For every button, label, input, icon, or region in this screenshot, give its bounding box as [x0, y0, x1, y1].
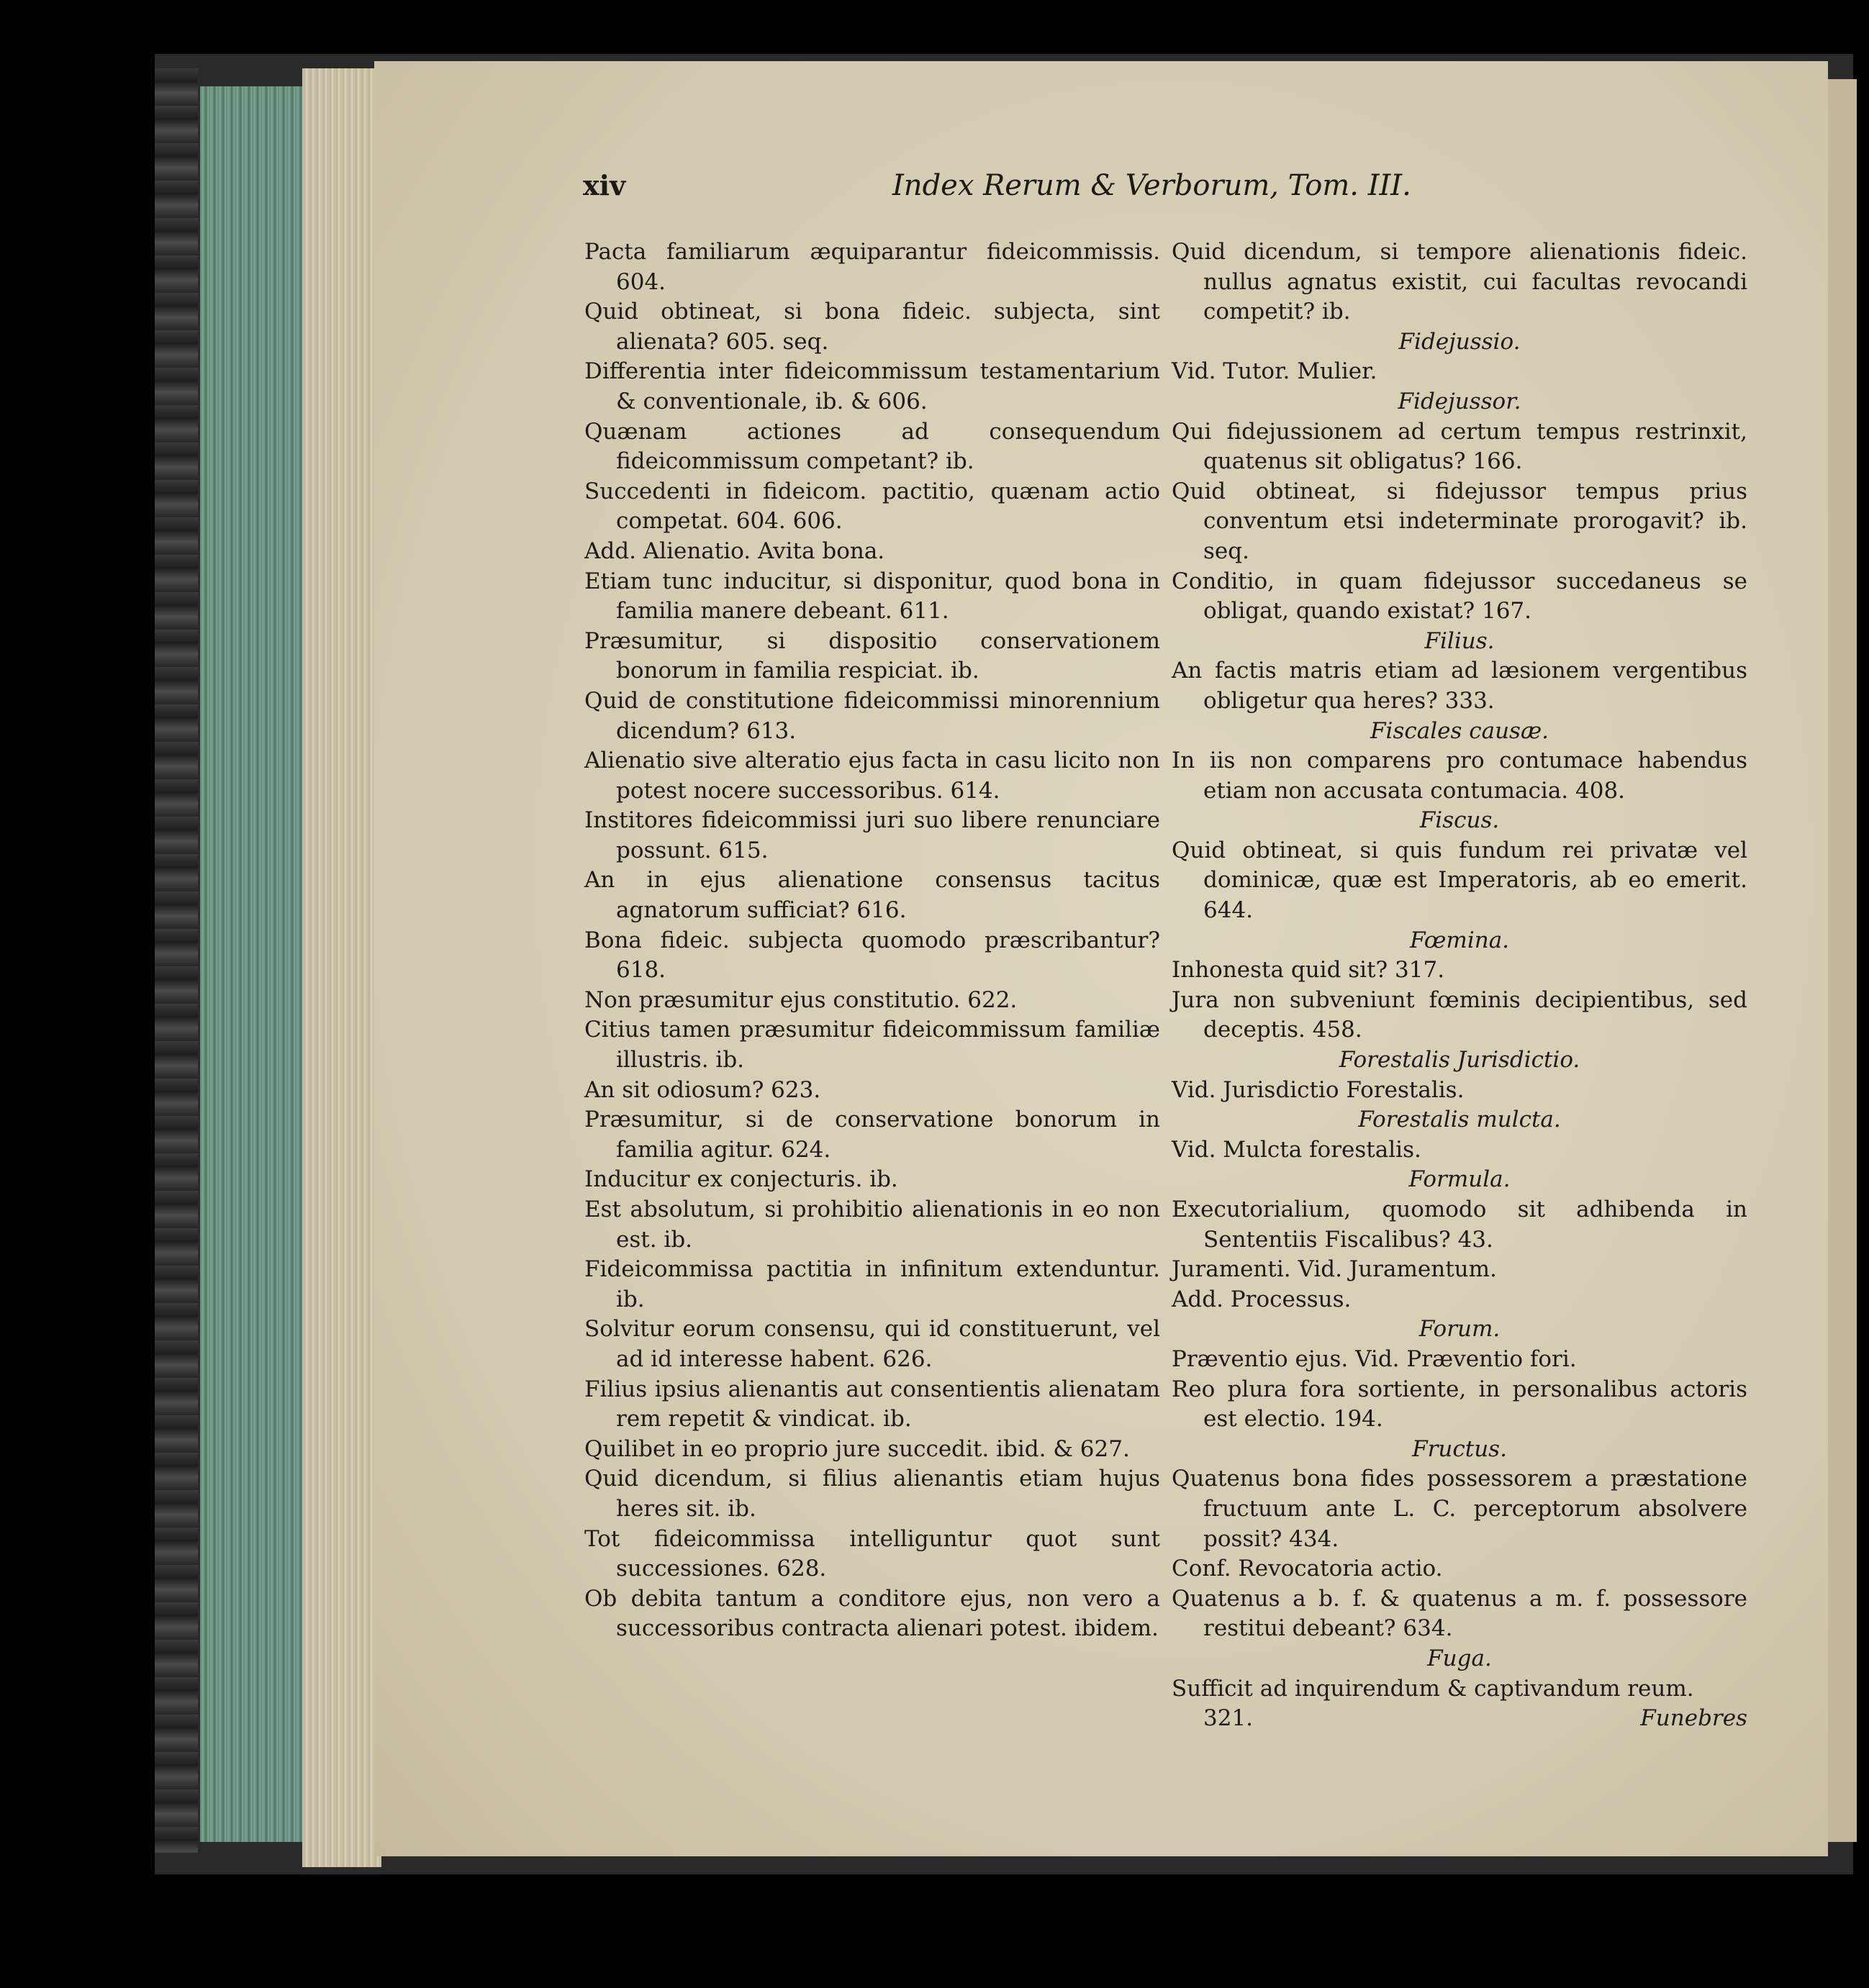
index-heading: Filius.: [1424, 627, 1495, 654]
index-heading: Fidejussor.: [1398, 388, 1521, 414]
index-entry: Quid dicendum, si tempore alienationis fideic. nullus agnatus existit, cui facultas revocandi competit? ib.: [1172, 239, 1747, 325]
index-column-left: [584, 237, 1160, 1644]
index-entry: Succedenti in fideicom. pactitio, quænam actio competat. 604. 606.: [584, 478, 1160, 535]
index-heading: Formula.: [1408, 1166, 1511, 1193]
index-entry: Citius tamen præsumitur fideicommissum familiæ illustris. ib.: [584, 1017, 1160, 1074]
index-heading: Forestalis mulcta.: [1358, 1107, 1561, 1133]
catchword: Funebres: [1640, 1705, 1747, 1732]
column-footer: [1172, 1704, 1747, 1734]
index-entry: Vid. Mulcta forestalis.: [1172, 1136, 1421, 1163]
index-entry: Inhonesta quid sit? 317.: [1172, 957, 1445, 984]
index-entry: Inducitur ex conjecturis. ib.: [584, 1166, 898, 1193]
index-heading: Forestalis Jurisdictio.: [1339, 1047, 1580, 1074]
index-entry: Institores fideicommissi juri suo libere renunciare possunt. 615.: [584, 807, 1160, 863]
index-heading: Fructus.: [1412, 1435, 1507, 1462]
index-heading: Forum.: [1418, 1316, 1501, 1343]
index-entry: Pacta familiarum æquiparantur fideicommissis. 604.: [584, 239, 1160, 295]
index-entry: Præventio ejus. Vid. Præventio fori.: [1172, 1345, 1577, 1372]
index-entry: An sit odiosum? 623.: [584, 1076, 821, 1103]
index-entry: Add. Processus.: [1172, 1286, 1352, 1312]
index-entry: Filius ipsius alienantis aut consentientis alienatam rem repetit & vindicat. ib.: [584, 1376, 1160, 1433]
running-title: Index Rerum & Verborum, Tom. III.: [892, 169, 1411, 202]
index-heading: Fidejussio.: [1398, 328, 1521, 355]
index-entry: Juramenti. Vid. Juramentum.: [1172, 1256, 1497, 1283]
page-stack: [302, 68, 381, 1867]
index-heading: Fiscales causæ.: [1370, 717, 1549, 744]
index-column-right: [1172, 237, 1747, 1734]
index-entry: Non præsumitur ejus constitutio. 622.: [584, 986, 1018, 1013]
index-entry: Quid obtineat, si fidejussor tempus prius conventum etsi indeterminate prorogavit? ib. seq.: [1172, 478, 1747, 564]
index-entry: Add. Alienatio. Avita bona.: [584, 537, 885, 564]
index-entry: Quatenus a b. f. & quatenus a m. f. possessore restitui debeant? 634.: [1172, 1585, 1747, 1642]
index-entry: Etiam tunc inducitur, si disponitur, quod bona in familia manere debeant. 611.: [584, 568, 1160, 625]
index-entry: Alienatio sive alteratio ejus facta in casu licito non potest nocere successoribus. 614.: [584, 748, 1160, 804]
index-entry: In iis non comparens pro contumace habendus etiam non accusata contumacia. 408.: [1172, 748, 1747, 804]
page-number: xiv: [583, 169, 626, 201]
index-entry: Bona fideic. subjecta quomodo præscribantur? 618.: [584, 927, 1160, 984]
index-entry: Fideicommissa pactitia in infinitum extenduntur. ib.: [584, 1256, 1160, 1312]
index-entry: Quid de constitutione fideicommissi minorennium dicendum? 613.: [584, 687, 1160, 744]
index-heading: Fœmina.: [1409, 927, 1510, 953]
index-entry: Quid obtineat, si bona fideic. subjecta, sint alienata? 605. seq.: [584, 299, 1160, 355]
facing-page-edge: [1824, 79, 1857, 1842]
book-spine: [155, 68, 198, 1853]
index-entry: Jura non subveniunt fœminis decipientibus, sed deceptis. 458.: [1172, 986, 1747, 1043]
index-entry: Quid obtineat, si quis fundum rei privatæ vel dominicæ, quæ est Imperatoris, ab eo emerit. 644.: [1172, 837, 1747, 924]
index-entry: Quatenus bona fides possessorem a præstatione fructuum ante L. C. perceptorum absolvere possit? 434.: [1172, 1466, 1747, 1552]
index-entry: Quilibet in eo proprio jure succedit. ibid. & 627.: [584, 1435, 1130, 1462]
entry-continuation: 321.: [1203, 1705, 1254, 1732]
index-entry: Differentia inter fideicommissum testamentarium & conventionale, ib. & 606.: [584, 358, 1160, 414]
index-entry: Executorialium, quomodo sit adhibenda in Sententiis Fiscalibus? 43.: [1172, 1197, 1747, 1253]
index-entry: Tot fideicommissa intelliguntur quot sunt successiones. 628.: [584, 1525, 1160, 1582]
index-entry: Vid. Tutor. Mulier.: [1172, 358, 1377, 385]
index-entry: Conditio, in quam fidejussor succedaneus se obligat, quando existat? 167.: [1172, 568, 1747, 625]
page-header: [583, 169, 1432, 212]
index-entry: Ob debita tantum a conditore ejus, non vero a successoribus contracta alienari potest. ibidem.: [584, 1585, 1160, 1642]
index-entry: Quid dicendum, si filius alienantis etiam hujus heres sit. ib.: [584, 1466, 1160, 1522]
index-entry: Qui fidejussionem ad certum tempus restrinxit, quatenus sit obligatus? 166.: [1172, 418, 1747, 475]
index-entry: Præsumitur, si de conservatione bonorum in familia agitur. 624.: [584, 1107, 1160, 1163]
green-page-edges: [200, 86, 304, 1842]
index-heading: Fiscus.: [1419, 807, 1500, 834]
index-heading: Fuga.: [1427, 1645, 1492, 1671]
index-entry: An in ejus alienatione consensus tacitus agnatorum sufficiat? 616.: [584, 867, 1160, 924]
index-entry: Conf. Revocatoria actio.: [1172, 1556, 1443, 1582]
index-entry: Solvitur eorum consensu, qui id constituerunt, vel ad id interesse habent. 626.: [584, 1316, 1160, 1372]
index-entry: Vid. Jurisdictio Forestalis.: [1172, 1076, 1465, 1103]
index-entry: Est absolutum, si prohibitio alienationis in eo non est. ib.: [584, 1197, 1160, 1253]
index-entry: An factis matris etiam ad læsionem vergentibus obligetur qua heres? 333.: [1172, 658, 1747, 714]
index-entry: Sufficit ad inquirendum & captivandum reum.: [1172, 1675, 1694, 1702]
index-entry: Reo plura fora sortiente, in personalibus actoris est electio. 194.: [1172, 1376, 1747, 1433]
index-entry: Quænam actiones ad consequendum fideicommissum competant? ib.: [584, 418, 1160, 475]
index-entry: Præsumitur, si dispositio conservationem bonorum in familia respiciat. ib.: [584, 627, 1160, 684]
